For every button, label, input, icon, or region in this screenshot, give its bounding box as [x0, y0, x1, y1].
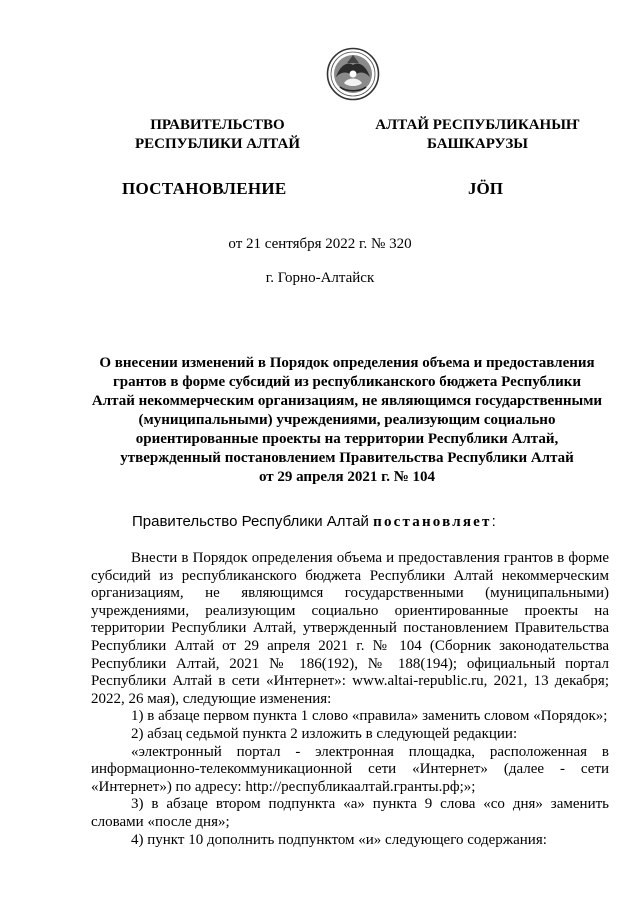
paragraph-main: Внести в Порядок определения объема и предоставления грантов в форме субсидий из республиканского бюджета Республики Алтай некоммерческим организациям, не являющимся государственными (муниципальными) учреждениями, реализующим социально ориентированные проекты на территории Республики Алтай, утвержденный постановлением Правительства Республики Алтай от 29 апреля 2021 г. № 104 (Сборник законодательства Республики Алтай, 2021 № 186(192), № 188(194); официальный портал Республики Алтай в сети «Интернет»: www.altai-republic.ru, 2021, 13 декабря; 2022, 26 мая), следующие изменения: [91, 550, 609, 707]
header-left-line2: РЕСПУБЛИКИ АЛТАЙ [134, 136, 301, 152]
coat-of-arms-emblem [326, 47, 380, 101]
title-line: утвержденный постановлением Правительства Республики Алтай [120, 450, 574, 466]
government-name-altai [355, 116, 600, 154]
header-right-line2: БАШКАРУЗЫ [427, 136, 528, 152]
header-left-line1: ПРАВИТЕЛЬСТВО [150, 117, 285, 133]
preamble-verb: постановляет [373, 514, 492, 530]
paragraph-item-3: 3) в абзаце втором подпункта «а» пункта 9 слова «со дня» заменить словами «после дня»; [91, 796, 609, 830]
document-city: г. Горно-Алтайск [265, 270, 375, 286]
title-line: грантов в форме субсидий из республиканского бюджета Республики [112, 374, 582, 390]
paragraph-item-4: 4) пункт 10 дополнить подпунктом «и» следующего содержания: [131, 831, 547, 848]
doc-type-russian: ПОСТАНОВЛЕНИЕ [122, 179, 287, 198]
document-body [91, 550, 609, 849]
title-line: Алтай некоммерческим организациям, не являющимся государственными [91, 393, 603, 409]
title-line: О внесении изменений в Порядок определения объема и предоставления [99, 355, 595, 371]
preamble-prefix: Правительство Республики Алтай [132, 513, 369, 530]
preamble-suffix: : [491, 513, 496, 530]
paragraph-item-2: 2) абзац седьмой пункта 2 изложить в следующей редакции: [131, 725, 518, 742]
title-line: (муниципальными) учреждениями, реализующим социально [138, 412, 556, 428]
doc-type-altai: JÖП [468, 179, 503, 198]
paragraph-item-1: 1) в абзаце первом пункта 1 слово «правила» заменить словом «Порядок»; [131, 708, 608, 725]
paragraph-quote: «электронный портал - электронная площадка, расположенная в информационно-телекоммуникационной сети «Интернет» (далее - сети «Интернет») по адресу: http://республикаалтай.гранты.рф;»; [91, 743, 609, 795]
header-right-line1: АЛТАЙ РЕСПУБЛИКАНЫҤ [375, 117, 580, 133]
document-date-number: от 21 сентября 2022 г. № 320 [228, 236, 412, 252]
title-line: от 29 апреля 2021 г. № 104 [258, 469, 436, 485]
preamble [132, 513, 496, 531]
title-line: ориентированные проекты на территории Республики Алтай, [135, 431, 559, 447]
document-title [88, 354, 606, 487]
government-name-russian [100, 116, 335, 154]
